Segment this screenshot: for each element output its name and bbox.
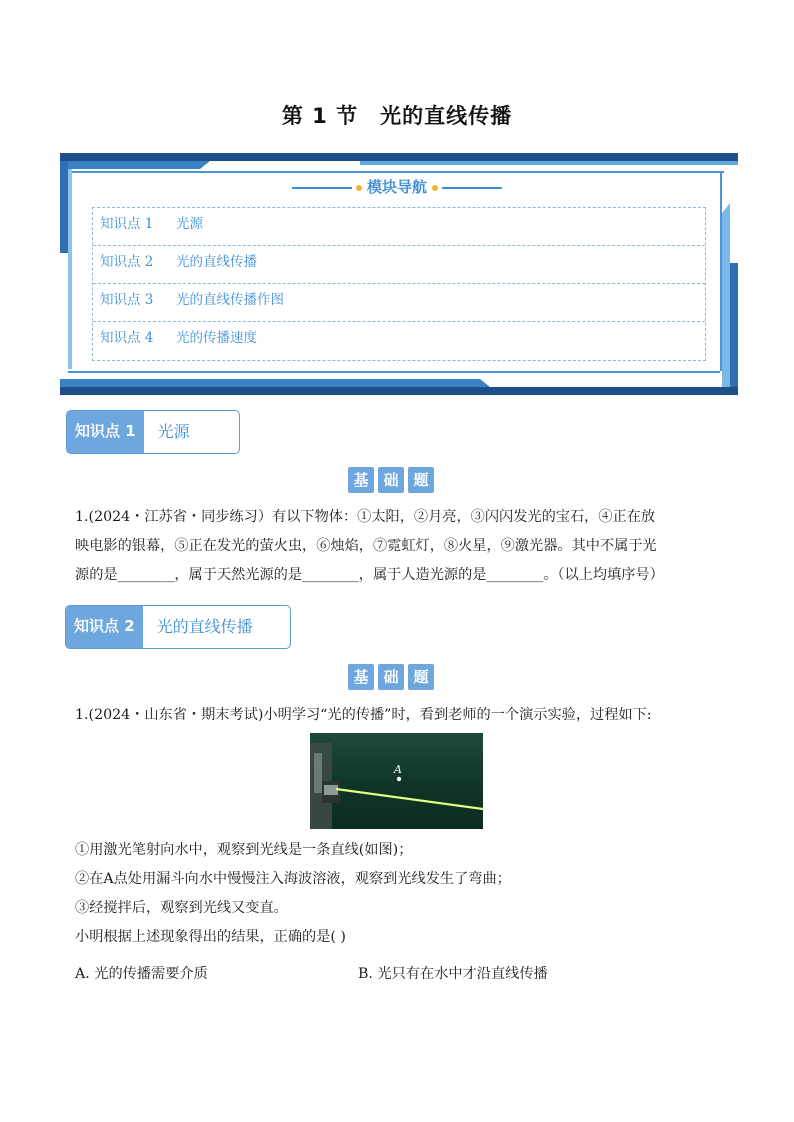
experiment-step-1: ①用激光笔射向水中，观察到光线是一条直线(如图)； [75, 842, 413, 858]
knowledge-point-2-tab [65, 605, 291, 649]
nav-item-label: 光的直线传播 [176, 254, 257, 270]
section-name: 光的直线传播 [380, 104, 513, 128]
point-a-label: A [394, 763, 402, 776]
experiment-step-3: ③经搅拌后，观察到光线又变直。 [75, 900, 288, 916]
nav-item-number: 知识点 2 [100, 254, 154, 270]
basic-char: 础 [378, 467, 404, 493]
basic-char: 基 [348, 467, 374, 493]
nav-list [92, 207, 706, 361]
nav-item-number: 知识点 3 [100, 292, 154, 308]
question-line: 源的是________，属于天然光源的是________，属于人造光源的是________。（以上均填序号） [75, 567, 664, 583]
option-b-text: B. 光只有在水中才沿直线传播 [358, 966, 548, 982]
nav-item-number: 知识点 1 [100, 216, 154, 232]
basic-questions-label [348, 664, 434, 690]
option-a-text: A. 光的传播需要介质 [75, 966, 208, 982]
basic-char: 题 [408, 467, 434, 493]
experiment-step-2: ②在A点处用漏斗向水中慢慢注入海波溶液，观察到光线发生了弯曲； [75, 871, 511, 887]
kp2-question-stem [75, 701, 652, 730]
kp-name: 光的直线传播 [156, 617, 253, 636]
nav-item-4[interactable] [93, 322, 705, 360]
knowledge-point-1-tab [66, 410, 240, 454]
nav-item-label: 光源 [176, 216, 203, 232]
nav-item-1[interactable] [93, 208, 705, 246]
kp1-question-1 [75, 503, 664, 590]
heading-dot-left [356, 185, 362, 191]
nav-item-label: 光的传播速度 [176, 330, 257, 346]
question-prompt: 小明根据上述现象得出的结果，正确的是( ) [75, 929, 346, 945]
nav-heading [0, 176, 794, 197]
nav-item-3[interactable] [93, 284, 705, 322]
nav-heading-text: 模块导航 [366, 178, 427, 196]
basic-char: 题 [408, 664, 434, 690]
kp-number: 知识点 1 [67, 411, 144, 453]
option-a[interactable] [75, 960, 208, 989]
heading-dot-right [432, 185, 438, 191]
heading-rule-right [442, 187, 502, 189]
basic-questions-label [348, 467, 434, 493]
nav-item-2[interactable] [93, 246, 705, 284]
basic-char: 基 [348, 664, 374, 690]
heading-rule-left [292, 187, 352, 189]
kp-number: 知识点 2 [66, 606, 143, 648]
question-line: 映电影的银幕，⑤正在发光的萤火虫，⑥烛焰，⑦霓虹灯，⑧火星，⑨激光器。其中不属于光 [75, 538, 657, 554]
laser-beam-illustration [310, 733, 483, 829]
option-b[interactable] [358, 960, 548, 989]
laser-experiment-image [310, 733, 483, 829]
question-stem: 1.(2024・山东省・期末考试)小明学习“光的传播”时，看到老师的一个演示实验，过程如下: [75, 707, 652, 723]
section-number: 第 1 节 [281, 104, 359, 128]
kp-name: 光源 [157, 422, 190, 441]
basic-char: 础 [378, 664, 404, 690]
nav-item-number: 知识点 4 [100, 330, 154, 346]
nav-item-label: 光的直线传播作图 [176, 292, 284, 308]
page-title [0, 100, 794, 130]
kp2-question-body [75, 836, 511, 952]
question-line: 1.(2024・江苏省・同步练习）有以下物体：①太阳，②月亮，③闪闪发光的宝石，④正在放 [75, 509, 656, 525]
